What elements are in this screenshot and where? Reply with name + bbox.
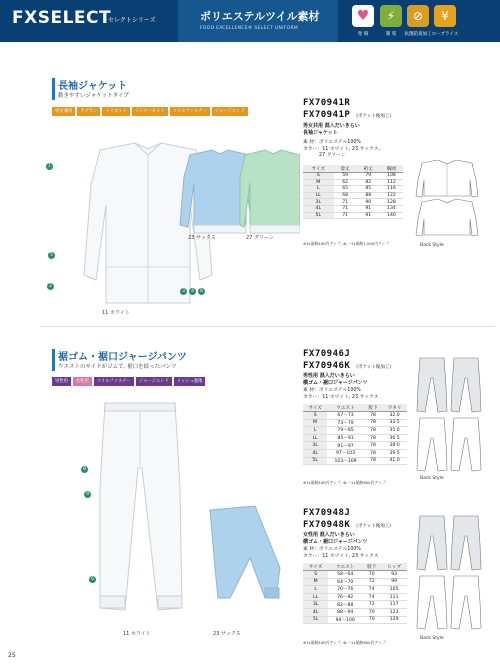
feature-label: ローブライス [431,32,459,37]
product-code-pocket: FX70948K (ポケット後加工) [303,520,392,530]
caption-sax: 23 サックス [213,631,241,637]
jacket-illustrations [40,125,300,320]
tag: インナーネット [132,107,168,116]
feature-label: 発 揚 [357,32,369,37]
product-code: FX70941R [303,98,351,108]
table-row: L 65 85 116 [303,186,403,193]
table-row: M 62 82 112 [303,179,403,186]
table-row: L 79～85 78 35.0 [303,427,407,435]
table-row: S 59 79 108 [303,173,403,180]
table-row: S 58～64 70 93 [303,571,407,579]
product-code-pocket: FX70946K (ポケット後加工) [303,361,392,371]
heart-icon: ♥ [352,5,374,27]
tag: コイルファスナー [94,377,134,386]
pants-women-back-sketches [412,514,487,632]
size-table-jacket: サイズ 着丈 裄丈 胸囲 S 59 79 108 M 62 82 112 L 65 85 116 LL 68 88 122 3L 71 90 128 4L 71 91 134 5L 71 91 140 [303,165,403,219]
table-row: M 64～70 72 99 [303,578,407,586]
product-spec: 素 材：ポリエステル100% カラー：11 ホワイト, 23 サックス [303,547,379,559]
table-row: 5L 71 91 140 [303,212,403,219]
price-footnote: ※3L価格400円アップ, 4L・5L価格1,000円アップ [303,241,390,246]
caption-back-style: Back Style [420,636,444,641]
marker-9: 9 [84,491,91,498]
tag: トリカット [102,107,129,116]
tag: ジャージエンド [212,107,248,116]
section-title: 長袖ジャケット [58,81,128,92]
table-row: 3L 91～97 78 38.0 [303,442,407,450]
table-row: 5L 103～109 78 41.0 [303,457,407,465]
marker-6: 6 [89,576,96,583]
brand-block [0,0,178,42]
table-row: M 73～79 78 33.5 [303,419,407,427]
product-code: FX70946J [303,349,351,359]
section-subtitle: ウエストのサイドがゴムで, 裾口を絞ったパンツ [58,364,177,370]
product-spec: 素 材：ポリエステル100% カラー：11 ホワイト, 23 サックス [303,388,379,400]
tag: 男女兼用 [52,107,75,116]
size-table-pants-women: サイズ ウエスト 股下 ヒップ S 58～64 70 93 M 64～70 72 99 L 70～76 74 105 LL 76～82 74 111 3L 82～88 72 117 4L 88～94 70 123 5L 94～100 70 129 [303,563,407,624]
table-row: LL 68 88 122 [303,192,403,199]
pants-illustrations [80,398,290,628]
caption-green: 27 グリーン [246,235,274,241]
header-title: ポリエステルツイル素材 [200,10,320,23]
lightning-icon: ⚡ [380,5,402,27]
tag: ラグラン [77,107,100,116]
tag: 男性用 [52,377,71,386]
table-row: 5L 94～100 70 129 [303,616,407,624]
brand-logo: FXSELECT [12,8,112,28]
pants-sax [210,506,280,598]
size-table-pants-men: サイズ ウエスト 股下 ワタリ S 67～73 78 32.0 M 73～79 78 33.5 L 79～85 78 35.0 LL 85～91 78 36.5 3L 91～97 78 38.0 4L 97～103 78 39.5 5L 103～109 78 41.0 [303,404,407,465]
price-footnote: ※3L価格400円アップ, 4L・5L価格600円アップ [303,480,386,485]
marker-6: 6 [198,288,205,295]
product-spec: 素 材：ポリエステル100% カラー：11 ホワイト, 23 サックス, 27 グリーン [303,140,381,158]
section-title: 裾ゴム・裾口ジャージパンツ [58,352,187,363]
table-row: 3L 71 90 128 [303,199,403,206]
product-code: FX70948J [303,508,351,518]
feature-label: 抗菌防臭加工 [404,32,432,37]
page-number: 25 [8,652,16,659]
caption-sax: 23 サックス [188,235,216,241]
jacket-back-sketches [410,160,485,240]
table-row: S 67～73 78 32.0 [303,412,407,420]
tag: 女性用 [73,377,92,386]
feature-tags [52,377,205,386]
section-subtitle: 動きやすいジャケットタイプ [58,93,129,99]
product-code-pocket: FX70941P (ポケット後加工) [303,110,392,120]
marker-4: 4 [189,288,196,295]
yen-icon: ¥ [434,5,456,27]
table-row: L 70～76 74 105 [303,586,407,594]
section-accent [52,349,55,371]
marker-3: 3 [180,288,187,295]
no-spread-icon: ⊘ [407,5,429,27]
feature-label: 制 電 [385,32,397,37]
marker-1: 1 [46,163,53,170]
feature-tags [52,107,248,116]
table-row: 4L 97～103 78 39.5 [303,449,407,457]
caption-white: 11 ホワイト [123,631,151,637]
tag: メッシュ裏地 [174,377,206,386]
section-accent [52,78,55,100]
pants-men-back-sketches [412,356,487,474]
section-divider [40,326,495,327]
header-subtitle: FOOD EXCELLENCE® SELECT UNIFORM [200,26,299,31]
marker-8: 8 [81,466,88,473]
tag: コイルファスナー [170,107,210,116]
marker-5: 5 [48,252,55,259]
product-description: 女性用 混入だいきらい 横ゴム・裾口ジャージパンツ [303,532,368,545]
table-row: LL 76～82 74 111 [303,593,407,601]
marker-2: 2 [47,283,54,290]
table-row: 3L 82～88 72 117 [303,601,407,609]
caption-back-style: Back Style [420,243,444,248]
pants-white [100,403,182,610]
jacket-green [240,150,300,233]
tag: ジャージエンド [136,377,172,386]
table-row: 4L 71 91 134 [303,205,403,212]
brand-subtitle: セレクトシリーズ [108,17,156,24]
product-description: 男女共用 混入だいきらい 長袖ジャケット [303,123,360,136]
caption-white: 11 ホワイト [102,310,130,316]
product-description: 男性用 混入だいきらい 横ゴム・裾口ジャージパンツ [303,373,368,386]
table-row: 4L 88～94 70 123 [303,608,407,616]
caption-back-style: Back Style [420,476,444,481]
price-footnote: ※3L価格400円アップ, 4L・5L価格600円アップ [303,640,386,645]
table-row: LL 85～91 78 36.5 [303,434,407,442]
